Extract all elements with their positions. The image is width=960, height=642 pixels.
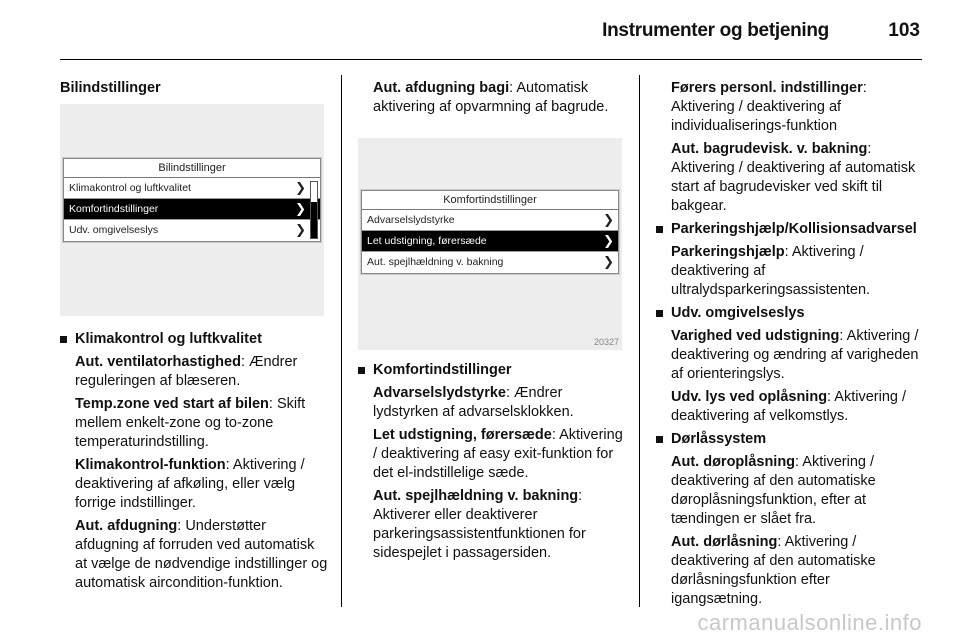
screen-scrollbar [310, 181, 318, 239]
chevron-right-icon: ❯ [603, 254, 614, 269]
watermark: carmanualsonline.info [697, 610, 922, 635]
bullet-square-icon [656, 436, 663, 443]
column-2-top [358, 79, 626, 117]
setting-entry: Aut. bagrudevisk. v. bakning: Aktivering / deaktivering af automatisk start af bagrudevisker ved skift til bakgear. [671, 141, 916, 214]
screen-menu-item: Udv. omgivelseslys ❯ [64, 220, 320, 240]
page-header-title: Instrumenter og betjening [602, 20, 829, 41]
chevron-right-icon: ❯ [603, 233, 614, 248]
column-2-body [358, 361, 626, 563]
bullet-square-icon [656, 310, 663, 317]
section-title: Bilindstillinger [60, 80, 161, 96]
setting-entry: Aut. spejlhældning v. bakning: Aktiverer eller deaktiverer parkeringsassistentfunktionen for sidespejlet i passagersiden. [373, 488, 586, 561]
comfort-screen-image [358, 138, 622, 350]
screen-menu-title: Bilindstillinger [64, 159, 320, 178]
setting-entry: Let udstigning, førersæde: Aktivering / deaktivering af easy exit-funktion for det el-indstillelige sæde. [373, 427, 623, 481]
screen-menu-item: Advarselslydstyrke ❯ [362, 210, 618, 231]
screen-menu-item: Klimakontrol og luftkvalitet ❯ [64, 178, 320, 199]
bullet-heading: Komfortindstillinger [358, 361, 626, 380]
setting-entry: Aut. afdugning: Understøtter afdugning af forruden ved automatisk at vælge de nødvendige indstillinger og automatisk aircondition-funktion. [75, 518, 328, 591]
bullet-heading: Klimakontrol og luftkvalitet [60, 330, 328, 349]
settings-screen-image [60, 104, 324, 316]
screen-menu [63, 158, 321, 242]
bullet-heading: Udv. omgivelseslys [656, 304, 924, 323]
screen-menu-item-selected: Let udstigning, førersæde ❯ [362, 231, 618, 252]
screen-menu [361, 190, 619, 274]
setting-entry: Temp.zone ved start af bilen: Skift mellem enkelt-zone og to-zone temperaturindstilling. [75, 396, 306, 450]
column-divider [639, 75, 640, 607]
screen-menu-item: Aut. spejlhældning v. bakning ❯ [362, 252, 618, 272]
header-rule [60, 59, 922, 60]
column-1-body [60, 330, 328, 593]
setting-entry: Klimakontrol-funktion: Aktivering / deaktivering af afkøling, eller vælg forrige indstillinger. [75, 457, 305, 511]
screen-menu-item-selected: Komfortindstillinger ❯ [64, 199, 320, 220]
image-number: 20327 [593, 337, 619, 347]
setting-entry: Aut. ventilatorhastighed: Ændrer reguleringen af blæseren. [75, 354, 298, 389]
chevron-right-icon: ❯ [295, 180, 306, 195]
column-divider [341, 75, 342, 607]
page-number: 103 [888, 20, 920, 41]
column-1 [60, 79, 328, 98]
screen-menu-title: Komfortindstillinger [362, 191, 618, 210]
chevron-right-icon: ❯ [295, 222, 306, 237]
bullet-heading: Parkeringshjælp/Kollisionsadvarsel [656, 220, 924, 239]
setting-entry: Aut. døroplåsning: Aktivering / deaktivering af den automatiske døroplåsningsfunktion, efter at tændingen er slået fra. [671, 454, 876, 527]
setting-entry: Førers personl. indstillinger: Aktivering / deaktivering af individualiserings-funktion [671, 80, 867, 134]
bullet-heading: Dørlåssystem [656, 430, 924, 449]
chevron-right-icon: ❯ [295, 201, 306, 216]
screen-scroll-thumb [311, 202, 317, 238]
setting-entry: Aut. dørlåsning: Aktivering / deaktivering af den automatiske dørlåsningsfunktion efter igangsætning. [671, 534, 876, 607]
setting-entry: Aut. afdugning bagi: Automatisk aktivering af opvarmning af bagrude. [373, 80, 609, 115]
setting-entry: Parkeringshjælp: Aktivering / deaktivering af ultralydsparkeringsassistenten. [671, 244, 871, 298]
column-3 [656, 79, 924, 609]
setting-entry: Udv. lys ved oplåsning: Aktivering / deaktivering af velkomstlys. [671, 389, 907, 424]
chevron-right-icon: ❯ [603, 212, 614, 227]
setting-entry: Advarselslydstyrke: Ændrer lydstyrken af advarselsklokken. [373, 385, 574, 420]
bullet-square-icon [358, 367, 365, 374]
bullet-square-icon [656, 226, 663, 233]
bullet-square-icon [60, 336, 67, 343]
setting-entry: Varighed ved udstigning: Aktivering / deaktivering og ændring af varigheden af orienteringslys. [671, 328, 919, 382]
